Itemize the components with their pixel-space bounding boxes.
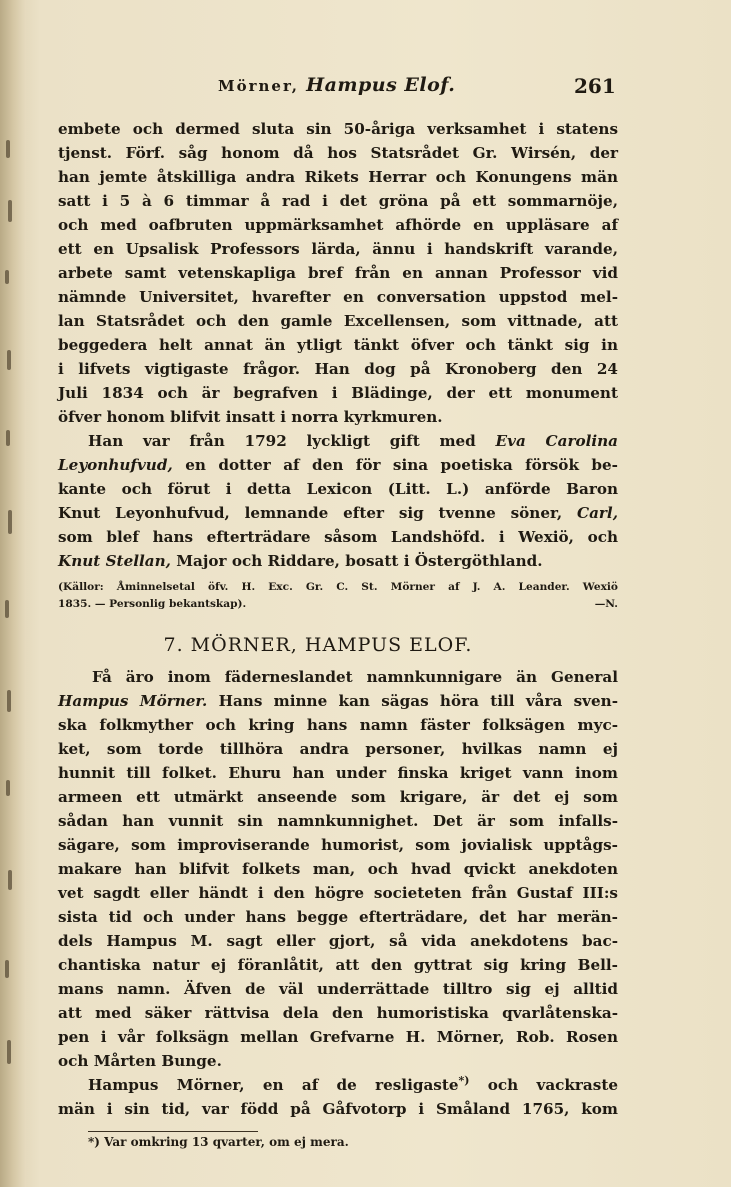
text-line: sista tid och under hans begge efterträdare, det har merän- [58,908,618,926]
text-line [58,1073,618,1097]
text-line: mans namn. Äfven de väl underrättade tilltro sig ej alltid [58,980,618,998]
text-line: kante och förut i detta Lexicon (Litt. L.) anförde Baron [58,480,618,498]
text-line: ska folkmyther och kring hans namn fäster folksägen myc- [58,716,618,734]
text-run: Hampus Mörner, en af de resligaste [88,1076,459,1094]
sources-line: (Källor: Åminnelsetal öfv. H. Exc. Gr. C. St. Mörner af J. A. Leander. Wexiö [58,581,618,593]
text-line: armeen ett utmärkt anseende som krigare, är det ej som [58,788,618,806]
footnote-marker: *) [88,1135,100,1149]
text-line: satt i 5 à 6 timmar å rad i det gröna på ett sommarnöje, [58,192,618,210]
text-line: makare han blifvit folkets man, och hvad qvickt anekdoten [58,860,618,878]
text-run: en dotter af den för sina poetiska försök be- [185,456,618,474]
page-body [58,117,618,1152]
footnote [58,1132,618,1152]
text-run: Han var från 1792 lyckligt gift med [88,432,476,450]
text-line: Juli 1834 och är begrafven i Blädinge, der ett monument [58,384,618,402]
text-line [58,549,618,573]
person-name: Leyonhufvud, [58,456,173,474]
text-run: Knut Leyonhufvud, lemnande efter sig tvenne söner, [58,504,563,522]
text-run: Hans minne kan sägas höra till våra sven- [218,692,619,710]
text-line: lan Statsrådet och den gamle Excellensen, som vittnade, att [58,312,618,330]
text-line: dels Hampus M. sagt eller gjort, så vida anekdotens bac- [58,932,618,950]
text-run: och vackraste [487,1076,619,1094]
person-name: Carl, [577,504,618,522]
text-line: Få äro inom fäderneslandet namnkunnigare än General [92,668,618,686]
text-line: i lifvets vigtigaste frågor. Han dog på Kronoberg den 24 [58,360,618,378]
text-line: arbete samt vetenskapliga bref från en annan Professor vid [58,264,618,282]
person-name: Hampus Mörner. [58,692,208,710]
text-line: och med oafbruten uppmärksamhet afhörde en uppläsare af [58,216,618,234]
text-line: han jemte åtskilliga andra Rikets Herrar och Konungens män [58,168,618,186]
text-line: ket, som torde tillhöra andra personer, hvilkas namn ej [58,740,618,758]
text-line: hunnit till folket. Ehuru han under finska kriget vann inom [58,764,618,782]
paragraph-4 [58,1073,618,1121]
paragraph-1 [58,117,618,429]
text-line: som blef hans efterträdare såsom Landshöfd. i Wexiö, och [58,528,618,546]
footnote-reference: *) [458,1073,470,1087]
person-name: Eva Carolina [495,432,619,450]
text-line [58,689,618,713]
footnote-text: Var omkring 13 qvarter, om ej mera. [104,1135,349,1149]
text-line: vet sagdt eller händt i den högre societeten från Gustaf III:s [58,884,618,902]
text-line [58,429,618,453]
text-line: sådan han vunnit sin namnkunnighet. Det är som infalls- [58,812,618,830]
text-line [58,501,618,525]
running-title-forename: Hampus Elof. [306,74,456,96]
running-header [58,74,618,104]
sources-line [58,596,618,613]
person-name: Knut Stellan, [58,552,171,570]
author-signature: —N. [594,598,618,610]
text-line: män i sin tid, var född på Gåfvotorp i Småland 1765, kom [58,1100,618,1118]
text-line: nämnde Universitet, hvarefter en conversation uppstod mel- [58,288,618,306]
sources-text: 1835. — Personlig bekantskap). [58,598,247,610]
running-title [218,74,455,96]
text-line: och Mårten Bunge. [58,1052,222,1070]
running-title-surname: Mörner, [218,77,299,95]
text-run: Major och Riddare, bosatt i Östergöthland. [176,552,543,570]
text-line [58,453,618,477]
text-line: pen i vår folksägn mellan Grefvarne H. Mörner, Rob. Rosen [58,1028,618,1046]
text-line: ett en Upsalisk Professors lärda, ännu i handskrift varande, [58,240,618,258]
sources-note [58,579,618,613]
page-number: 261 [574,74,616,98]
section-title: 7. MÖRNER, HAMPUS ELOF. [163,634,473,656]
text-line: att med säker rättvisa dela den humoristiska qvarlåtenska- [58,1004,618,1022]
text-line: sägare, som improviserande humorist, som jovialisk upptågs- [58,836,618,854]
margin-marks [2,130,16,1080]
text-line: chantiska natur ej föranlåtit, att den gyttrat sig kring Bell- [58,956,618,974]
paragraph-2 [58,429,618,573]
text-line: embete och dermed sluta sin 50-åriga verksamhet i statens [58,120,618,138]
text-line: öfver honom blifvit insatt i norra kyrkmuren. [58,408,443,426]
text-line: beggedera helt annat än ytligt tänkt öfver och tänkt sig in [58,336,618,354]
text-line: tjenst. Förf. såg honom då hos Statsrådet Gr. Wirsén, der [58,144,618,162]
paragraph-3 [58,665,618,1073]
